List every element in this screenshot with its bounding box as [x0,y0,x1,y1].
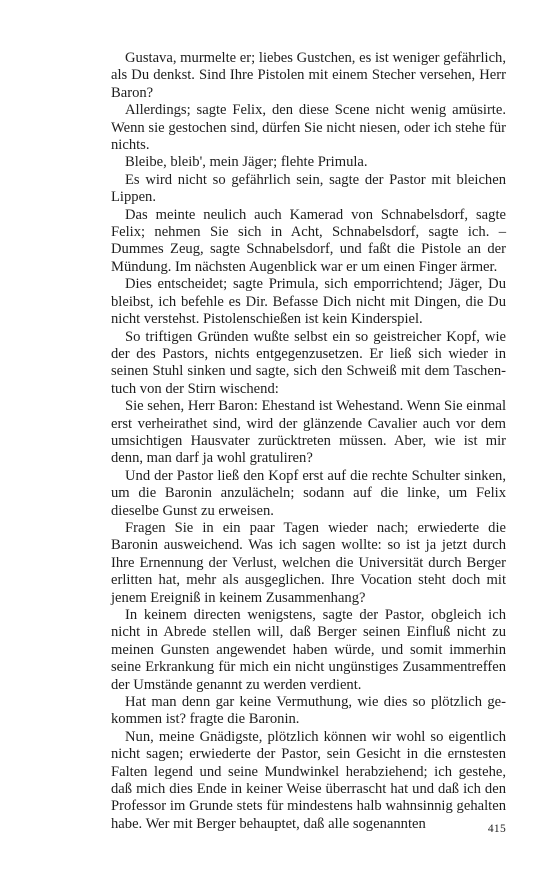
paragraph: Gustava, murmelte er; liebes Gustchen, es ist weniger gefährlich, als Du denkst. Sind Ihre Pistolen mit einem Stecher versehen, Herr Baron? [111,50,506,101]
paragraph: Und der Pastor ließ den Kopf erst auf die rechte Schulter sinken, um die Baronin anzulächeln; sodann auf die linke, um Felix dieselbe Gunst zu erweisen. [111,467,506,519]
paragraph: Hat man denn gar keine Vermuthung, wie dies so plötzlich gekommen ist? fragte die Baronin. [111,694,506,728]
paragraph: Sie sehen, Herr Baron: Ehestand ist Wehestand. Wenn Sie einmal erst verheirathet sind, wird der glänzende Cavalier auch vor dem umsichtigen Hausvater zurücktreten müssen. Aber, wie ist mir denn, man darf ja wohl gratuliren? [111,398,506,467]
paragraph: Dies entscheidet; sagte Primula, sich emporrichtend; Jäger, Du bleibst, ich befehle es Dir. Befasse Dich nicht mit Dingen, die Du nicht verstehst. Pistolenschießen ist kein Kinderspiel. [111,276,506,328]
page-number: 415 [487,823,506,835]
paragraph: Allerdings; sagte Felix, den diese Scene nicht wenig amüsirte. Wenn sie gestochen sind, dürfen Sie nicht niesen, oder ich stehe für nichts. [111,102,506,154]
paragraph: Bleibe, bleib', mein Jäger; flehte Primula. [125,154,368,171]
paragraph: In keinem directen wenigstens, sagte der Pastor, obgleich ich nicht in Abrede stellen will, daß Berger seinen Einfluß nicht zu meinen Gunsten angewendet haben würde, und somit immerhin seine Erkrankung für mich ein nicht ungünstiges Zusammentreffen der Umstände genannt zu werden verdient. [111,607,506,693]
body-text [111,50,506,833]
paragraph: Nun, meine Gnädigste, plötzlich können wir wohl so eigentlich nicht sagen; erwiederte der Pastor, sein Gesicht in die ernstesten Falten legend und seine Mundwinkel herabziehend; ich gestehe, daß mich dies Ende in keiner Weise überrascht hat und daß ich den Professor im Grunde stets für mindestens halb wahnsinnig gehalten habe. Wer mit Berger behauptet, daß alle sogenannten [111,728,506,832]
paragraph: Das meinte neulich auch Kamerad von Schnabelsdorf, sagte Felix; nehmen Sie sich in Acht, Schnabelsdorf, sagte ich. – Dummes Zeug, sagte Schnabelsdorf, und faßt die Pistole an der Mündung. Im nächsten Augenblick war er um einen Finger ärmer. [111,206,506,275]
paragraph: Es wird nicht so gefährlich sein, sagte der Pastor mit bleichen Lippen. [111,171,506,206]
paragraph: Fragen Sie in ein paar Tagen wieder nach; erwiederte die Baronin ausweichend. Was ich sagen wollte: so ist ja jetzt durch Ihre Ernennung der Verlust, welchen die Universität durch Berger erlitten hat, mehr als ausgeglichen. Ihre Vocation steht doch mit jenem Ereigniß in keinem Zusammenhang? [111,519,506,606]
paragraph: So triftigen Gründen wußte selbst ein so geistreicher Kopf, wie der des Pastors, nichts entgegenzusetzen. Er ließ sich wieder in seinen Stuhl sinken und sagte, sich den Schweiß mit dem Taschentuch von der Stirn wischend: [111,328,506,397]
